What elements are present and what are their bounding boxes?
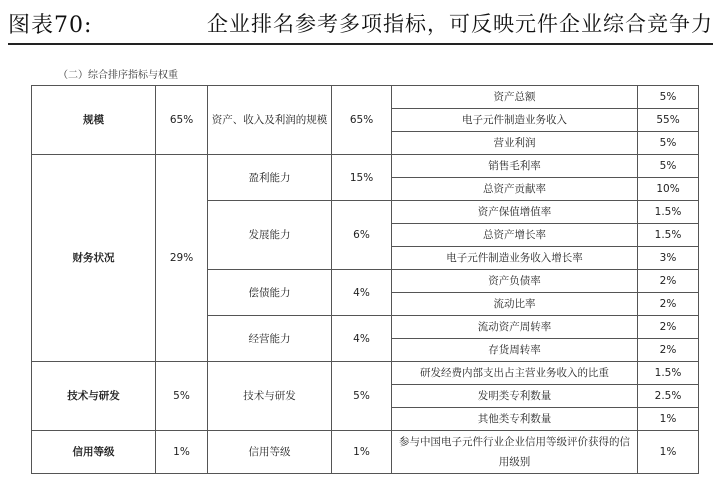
indicator-weight-cell: 2%	[638, 339, 699, 362]
subgroup-cell: 技术与研发	[208, 362, 332, 431]
subgroup-cell: 发展能力	[208, 201, 332, 270]
subgroup-cell: 盈利能力	[208, 155, 332, 201]
indicator-weight-cell: 10%	[638, 178, 699, 201]
indicator-weight-cell: 5%	[638, 86, 699, 109]
title-divider	[8, 43, 713, 45]
indicator-cell: 研发经费内部支出占主营业务收入的比重	[392, 362, 638, 385]
indicator-cell: 资产保值增值率	[392, 201, 638, 224]
figure-header	[8, 6, 713, 40]
indicator-cell: 流动比率	[392, 293, 638, 316]
category-cell: 技术与研发	[32, 362, 156, 431]
subgroup-cell: 偿债能力	[208, 270, 332, 316]
subgroup-weight-cell: 4%	[332, 316, 392, 362]
indicator-weight-cell: 1%	[638, 431, 699, 474]
indicator-cell: 销售毛利率	[392, 155, 638, 178]
section-title: （二）综合排序指标与权重	[58, 70, 178, 81]
figure-title: 企业排名参考多项指标，可反映元件企业综合竞争力	[207, 12, 713, 36]
indicator-cell: 资产负债率	[392, 270, 638, 293]
indicator-weight-cell: 1%	[638, 408, 699, 431]
table-row	[32, 86, 699, 109]
subgroup-weight-cell: 15%	[332, 155, 392, 201]
indicator-weight-cell: 1.5%	[638, 362, 699, 385]
indicator-weight-cell: 2%	[638, 270, 699, 293]
indicator-weight-cell: 2.5%	[638, 385, 699, 408]
indicator-cell: 其他类专利数量	[392, 408, 638, 431]
subgroup-cell: 经营能力	[208, 316, 332, 362]
subgroup-weight-cell: 1%	[332, 431, 392, 474]
indicator-cell: 发明类专利数量	[392, 385, 638, 408]
category-weight-cell: 29%	[156, 155, 208, 362]
indicator-cell: 流动资产周转率	[392, 316, 638, 339]
table-row	[32, 431, 699, 474]
figure-number: 图表70:	[8, 13, 93, 38]
subgroup-weight-cell: 5%	[332, 362, 392, 431]
category-weight-cell: 5%	[156, 362, 208, 431]
indicator-weight-cell: 2%	[638, 316, 699, 339]
indicator-cell: 资产总额	[392, 86, 638, 109]
table-row	[32, 362, 699, 385]
indicator-weight-cell: 5%	[638, 155, 699, 178]
indicator-weight-table	[31, 85, 699, 474]
indicator-cell: 总资产增长率	[392, 224, 638, 247]
category-weight-cell: 1%	[156, 431, 208, 474]
category-cell: 信用等级	[32, 431, 156, 474]
subgroup-cell: 信用等级	[208, 431, 332, 474]
indicator-cell: 总资产贡献率	[392, 178, 638, 201]
indicator-weight-cell: 1.5%	[638, 201, 699, 224]
subgroup-weight-cell: 4%	[332, 270, 392, 316]
indicator-weight-cell: 3%	[638, 247, 699, 270]
indicator-cell: 参与中国电子元件行业企业信用等级评价获得的信用级别	[392, 431, 638, 474]
category-cell: 财务状况	[32, 155, 156, 362]
indicator-cell: 电子元件制造业务收入	[392, 109, 638, 132]
indicator-weight-cell: 55%	[638, 109, 699, 132]
subgroup-weight-cell: 6%	[332, 201, 392, 270]
indicator-weight-cell: 1.5%	[638, 224, 699, 247]
table-row	[32, 155, 699, 178]
subgroup-weight-cell: 65%	[332, 86, 392, 155]
indicator-cell: 电子元件制造业务收入增长率	[392, 247, 638, 270]
indicator-weight-cell: 2%	[638, 293, 699, 316]
table-body	[32, 86, 699, 474]
category-weight-cell: 65%	[156, 86, 208, 155]
category-cell: 规模	[32, 86, 156, 155]
indicator-cell: 营业利润	[392, 132, 638, 155]
indicator-weight-cell: 5%	[638, 132, 699, 155]
indicator-cell: 存货周转率	[392, 339, 638, 362]
subgroup-cell: 资产、收入及利润的规模	[208, 86, 332, 155]
